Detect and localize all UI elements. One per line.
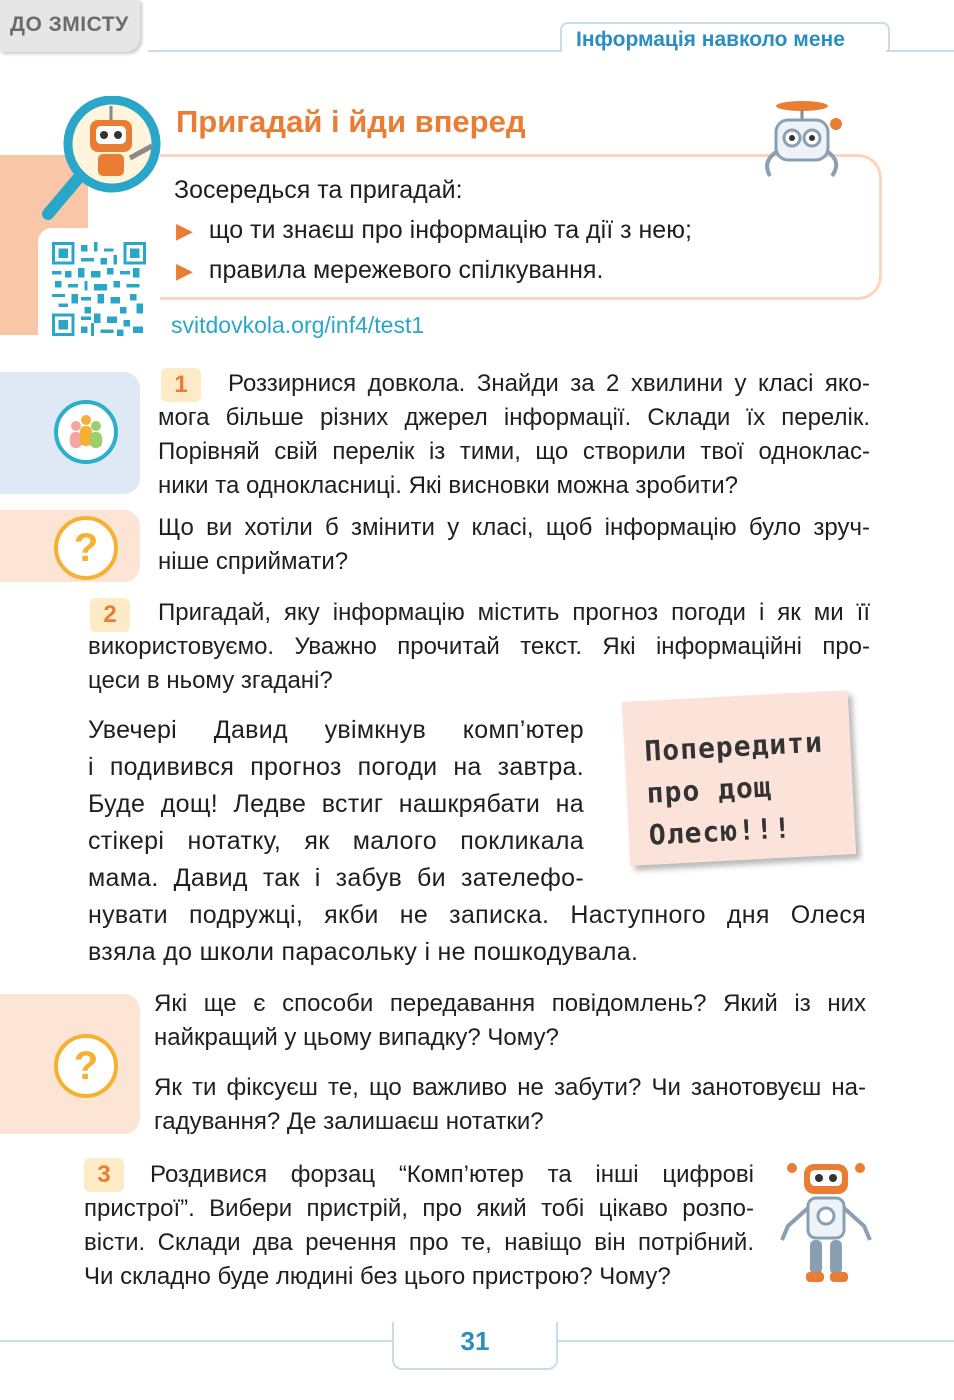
task1-line: Роззирнися довкола. Знайди за 2 хвилини у класі яко- <box>228 370 870 397</box>
sticky-line: Попередити <box>643 725 824 768</box>
flying-robot-icon <box>756 96 846 184</box>
task1-line: мога більше різних джерел інформації. Склади їх перелік. <box>158 404 870 431</box>
recall-bullet <box>176 256 603 285</box>
task3-text <box>84 1158 754 1294</box>
task2-question-line: найкращий у цьому випадку? Чому? <box>154 1024 559 1051</box>
task3-line: вісти. Склади два речення про те, навіщо він потрібний. <box>84 1229 754 1256</box>
sticky-line: про дощ <box>645 770 773 810</box>
recall-bullet-text: правила мережевого спілкування. <box>208 256 604 284</box>
story-line: і подивився прогноз погоди на завтра. <box>88 753 584 781</box>
people-group-icon <box>54 400 118 464</box>
task1-line: Порівняй свій перелік із тими, що створили твої одноклас- <box>158 438 870 465</box>
sticky-note <box>622 690 856 866</box>
footer-rule <box>556 1340 954 1342</box>
task1-text <box>158 367 870 503</box>
header-rule-end <box>886 50 954 52</box>
task2-line: цеси в ньому згадані? <box>88 667 333 694</box>
question-mark-icon: ? <box>54 1034 118 1098</box>
section-title: Інформація навколо мене <box>576 28 845 51</box>
page-number: 31 <box>460 1326 490 1356</box>
task1-question-line: Що ви хотіли б змінити у класі, щоб інформацію було зруч- <box>158 514 870 541</box>
recall-bullet-text: що ти знаєш про інформацію та дії з нею; <box>208 216 692 244</box>
task2-question-line: гадування? Де залишаєш нотатки? <box>154 1108 544 1135</box>
toc-button[interactable] <box>0 0 140 52</box>
sticky-note-text <box>643 722 828 857</box>
story-line: взяла до школи парасольку і не пошкодувала. <box>88 938 639 966</box>
story-text-narrow <box>88 712 584 897</box>
task3-line: Чи складно буде людині без цього пристрою? Чому? <box>84 1263 671 1290</box>
story-line: Увечері Давид увімкнув комп’ютер <box>88 716 584 744</box>
toc-label[interactable]: ДО ЗМІСТУ <box>10 13 129 36</box>
task2-line: Пригадай, яку інформацію містить прогноз погоди і як ми її <box>158 599 870 626</box>
task2-question-a <box>154 987 866 1055</box>
recall-intro: Зосередься та пригадай: <box>174 176 463 204</box>
story-line: мама. Давид так і забув би зателефо- <box>88 864 584 892</box>
task1-question-line: ніше сприймати? <box>158 548 349 575</box>
test-link[interactable]: svitdovkola.org/inf4/test1 <box>171 312 425 338</box>
task3-line: пристрої”. Вибери пристрій, про який тобі цікаво розпо- <box>84 1195 754 1222</box>
triangle-bullet-icon: ▶ <box>176 257 193 283</box>
task2-line: використовуємо. Уважно прочитай текст. Які інформаційні про- <box>88 633 870 660</box>
magnifier-robot-icon <box>40 96 175 226</box>
task2-question-line: Які ще є способи передавання повідомлень? Який із них <box>154 990 866 1017</box>
qr-code-icon[interactable] <box>52 242 146 336</box>
task-number-1: 1 <box>161 368 201 402</box>
recall-bullet <box>176 216 692 245</box>
story-line: нувати подружці, якби не записка. Наступного дня Олеся <box>88 901 866 929</box>
question-mark-icon: ? <box>54 516 118 580</box>
task-number-3: 3 <box>84 1158 124 1192</box>
task1-question <box>158 511 870 579</box>
task2-question-line: Як ти фіксуєш те, що важливо не забути? Чи занотовуєш на- <box>154 1074 866 1101</box>
recall-title: Пригадай і йди вперед <box>176 104 526 139</box>
task1-line: ники та однокласниці. Які висновки можна зробити? <box>158 472 739 499</box>
page-number-tab <box>392 1322 558 1370</box>
task-number-2: 2 <box>90 598 130 632</box>
section-tab <box>560 22 890 52</box>
footer-rule <box>0 1340 394 1342</box>
story-line: Буде дощ! Ледве встиг нашкрябати на <box>88 790 584 818</box>
task3-line: Роздивися форзац “Комп’ютер та інші цифрові <box>150 1161 754 1188</box>
standing-robot-icon <box>778 1160 874 1288</box>
story-text-wide <box>88 897 866 971</box>
story-line: стікері нотатку, як малого покликала <box>88 827 584 855</box>
task2-text <box>88 596 870 698</box>
triangle-bullet-icon: ▶ <box>176 217 193 243</box>
sticky-line: Олесю!!! <box>648 811 793 852</box>
task2-question-b <box>154 1071 866 1139</box>
